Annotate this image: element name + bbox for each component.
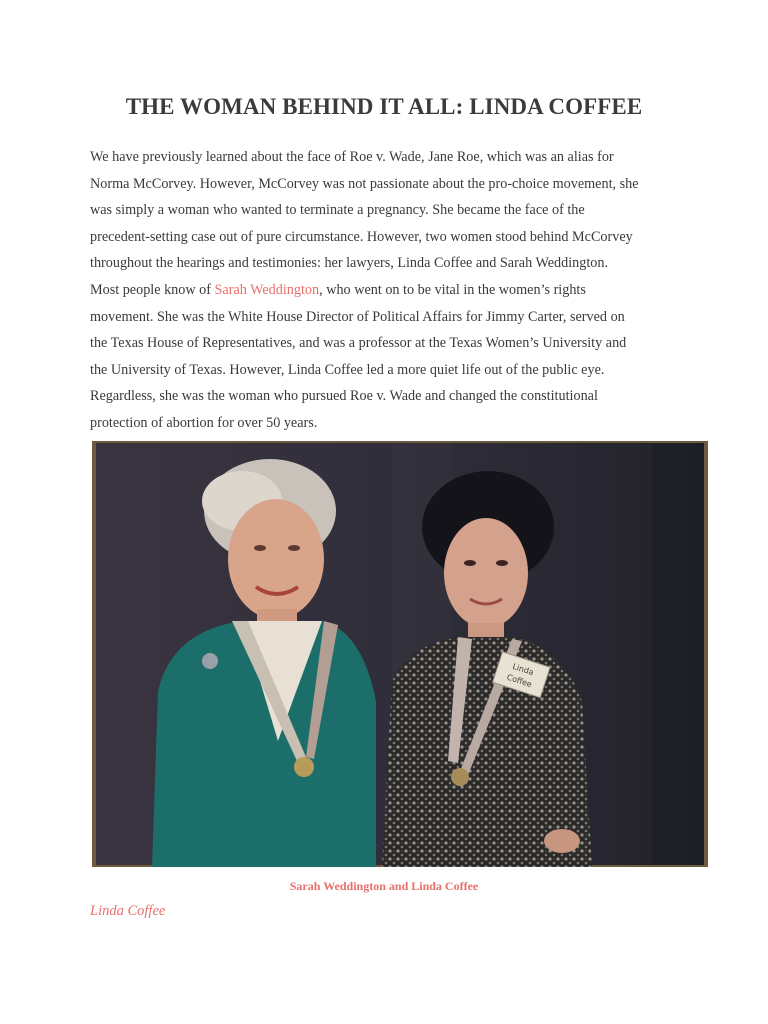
paragraph-line: precedent-setting case out of pure circumstance. However, two women stood behind McCorvey xyxy=(90,228,633,245)
paragraph-line: movement. She was the White House Director of Political Affairs for Jimmy Carter, served on xyxy=(90,308,625,325)
paragraph-line: the Texas House of Representatives, and was a professor at the Texas Women’s University and xyxy=(90,335,627,352)
badge-text: Linda xyxy=(511,661,535,678)
article-title: THE WOMAN BEHIND IT ALL: LINDA COFFEE xyxy=(125,94,643,119)
paragraph-line: the University of Texas. However, Linda Coffee led a more quiet life out of the public eye. xyxy=(90,361,605,378)
badge-text: Coffee xyxy=(505,672,534,690)
article-paragraph xyxy=(90,144,680,437)
photo-caption: Sarah Weddington and Linda Coffee xyxy=(289,879,479,893)
paragraph-text: Most people know of xyxy=(90,281,215,298)
paragraph-line: protection of abortion for over 50 years. xyxy=(90,414,318,431)
paragraph-line: was simply a woman who wanted to terminate a pregnancy. She became the face of the xyxy=(90,202,585,219)
paragraph-line: We have previously learned about the face of Roe v. Wade, Jane Roe, which was an alias for xyxy=(90,149,614,165)
paragraph-line xyxy=(90,277,680,304)
article-photo xyxy=(92,441,708,867)
photo-illustration xyxy=(92,441,708,867)
sarah-weddington-link[interactable]: Sarah Weddington xyxy=(214,281,320,298)
paragraph-line: throughout the hearings and testimonies: her lawyers, Linda Coffee and Sarah Weddington. xyxy=(90,255,609,272)
section-subheading: Linda Coffee xyxy=(90,903,166,919)
paragraph-text: , who went on to be vital in the women’s rights xyxy=(319,281,586,298)
paragraph-line: Norma McCorvey. However, McCorvey was not passionate about the pro-choice movement, she xyxy=(90,175,639,192)
paragraph-line: Regardless, she was the woman who pursued Roe v. Wade and changed the constitutional xyxy=(90,388,598,405)
